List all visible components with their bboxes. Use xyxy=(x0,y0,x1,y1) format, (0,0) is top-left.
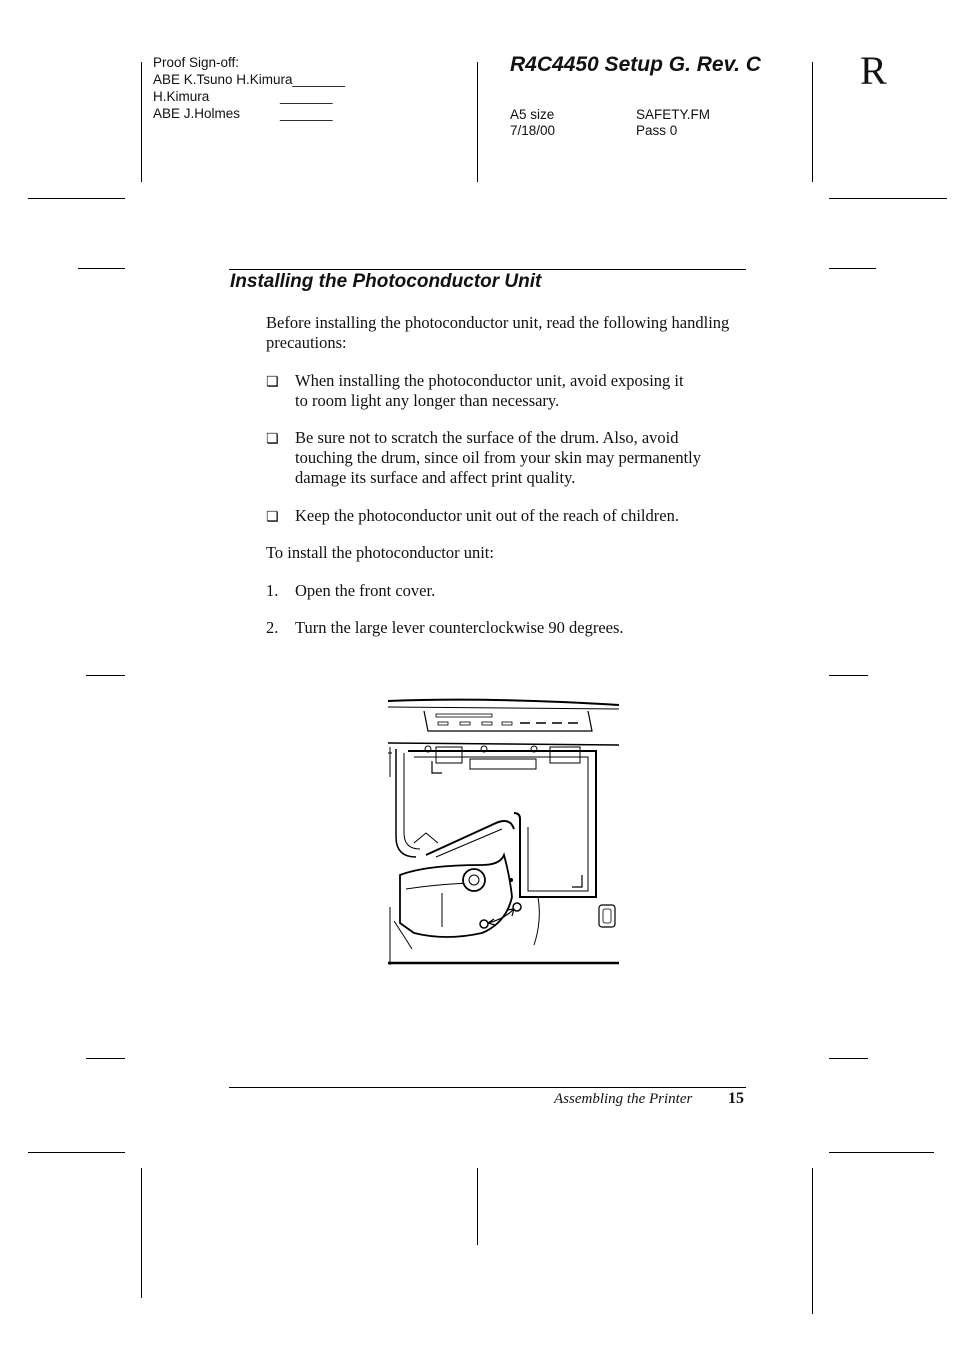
precaution-line: touching the drum, since oil from your skin may permanently xyxy=(295,448,701,467)
checkbox-bullet: ❏ xyxy=(266,509,279,525)
corner-letter: R xyxy=(860,48,887,93)
precaution-item xyxy=(295,428,701,488)
proof-row-label: Proof Sign-off: xyxy=(153,55,240,70)
checkbox-bullet: ❏ xyxy=(266,374,279,390)
proof-signoff xyxy=(153,54,345,122)
step-number: 1. xyxy=(266,581,279,600)
printer-lever-illustration xyxy=(386,697,622,969)
precaution-line: Be sure not to scratch the surface of the drum. Also, avoid xyxy=(295,428,679,447)
proof-row xyxy=(153,88,345,105)
section-rule xyxy=(229,269,746,270)
steps-intro: To install the photoconductor unit: xyxy=(266,543,494,562)
precaution-item xyxy=(295,371,684,411)
precaution-item xyxy=(295,506,679,526)
step-text: Turn the large lever counterclockwise 90 degrees. xyxy=(295,618,624,637)
precaution-line: When installing the photoconductor unit, avoid exposing it xyxy=(295,371,684,390)
section-title: Installing the Photoconductor Unit xyxy=(230,271,542,292)
intro-paragraph: Before installing the photoconductor unit, read the following handling precautions: xyxy=(266,313,730,352)
paper-size: A5 size xyxy=(510,107,555,122)
proof-row xyxy=(153,105,345,122)
proof-row-blank: _______ xyxy=(280,89,333,104)
pass-number: Pass 0 xyxy=(636,123,678,138)
precaution-line: damage its surface and affect print quality. xyxy=(295,468,576,487)
proof-row xyxy=(153,54,345,71)
proof-row-label: H.Kimura xyxy=(153,89,210,104)
proof-row-label: ABE J.Holmes xyxy=(153,106,241,121)
proof-row-label: ABE K.Tsuno H.Kimura_______ xyxy=(153,72,346,87)
checkbox-bullet: ❏ xyxy=(266,431,279,447)
proof-row xyxy=(153,71,345,88)
precaution-line: Keep the photoconductor unit out of the reach of children. xyxy=(295,506,679,525)
proof-date: 7/18/00 xyxy=(510,123,556,138)
step-number: 2. xyxy=(266,618,279,637)
page-number: 15 xyxy=(728,1090,744,1107)
precaution-line: to room light any longer than necessary. xyxy=(295,391,560,410)
footer-rule xyxy=(229,1087,746,1088)
document-title: R4C4450 Setup G. Rev. C xyxy=(510,53,761,76)
step-text: Open the front cover. xyxy=(295,581,436,600)
proof-row-blank: _______ xyxy=(280,106,333,121)
chapter-name: Assembling the Printer xyxy=(554,1091,693,1107)
file-name: SAFETY.FM xyxy=(636,107,711,122)
